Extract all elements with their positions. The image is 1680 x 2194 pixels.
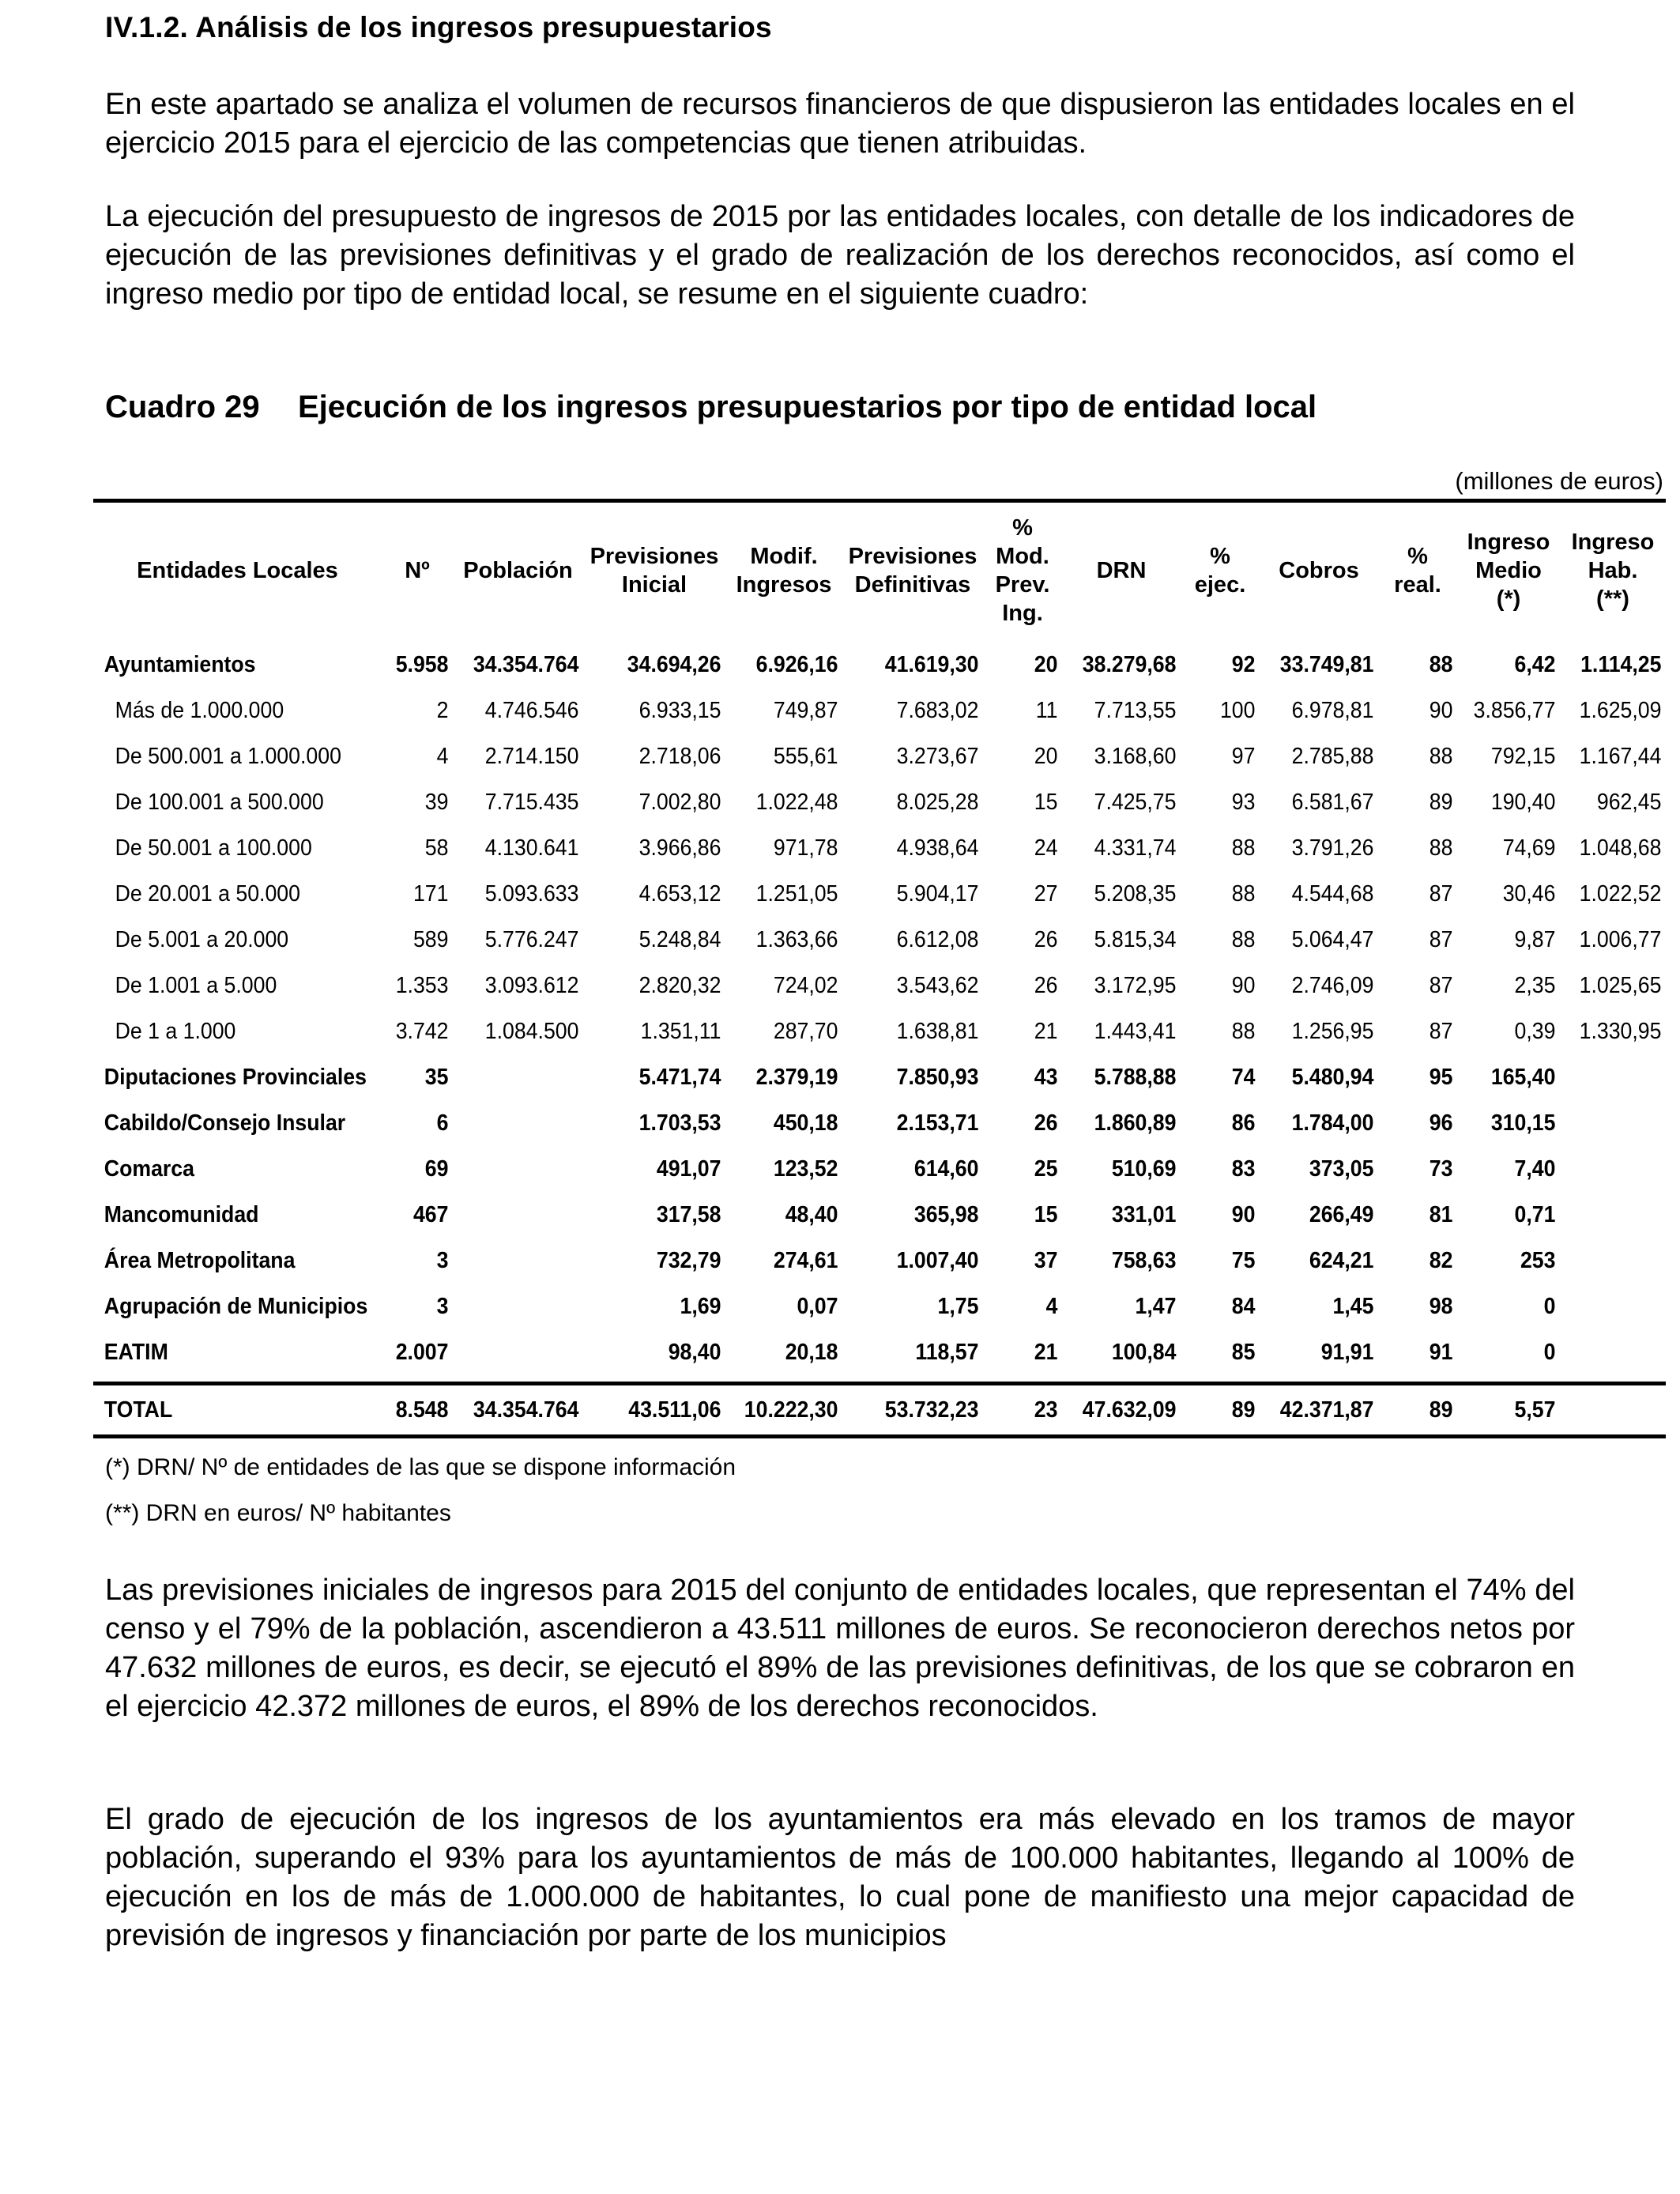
total-cell: 10.222,30 — [735, 1384, 842, 1437]
caption-title: Ejecución de los ingresos presupuestarios por tipo de entidad local — [298, 390, 1317, 424]
table-cell: 5.480,94 — [1291, 1064, 1374, 1090]
table-cell: 1.256,95 — [1291, 1018, 1374, 1044]
table-cell: 20 — [1034, 743, 1058, 769]
table-cell: 792,15 — [1490, 743, 1556, 769]
table-cell: 88 — [1231, 835, 1256, 861]
table-cell: 3.966,86 — [638, 835, 721, 861]
table-cell: 88 — [1231, 926, 1256, 952]
table-cell — [463, 1054, 583, 1100]
table-cell: 4 — [436, 743, 449, 769]
table-row — [93, 733, 1666, 779]
table-cell: 74,69 — [1502, 835, 1556, 861]
table-cell: 266,49 — [1309, 1201, 1374, 1227]
table-cell: 4.653,12 — [638, 880, 721, 907]
table-cell — [1569, 1329, 1666, 1375]
table-cell: 171 — [412, 880, 449, 907]
table-cell: 0,07 — [797, 1293, 838, 1319]
header-pct-ejec: % ejec. — [1181, 501, 1260, 639]
table-cell: 97 — [1231, 743, 1256, 769]
header-drn: DRN — [1062, 501, 1181, 639]
table-cell: 39 — [424, 789, 449, 815]
table-cell: 84 — [1231, 1293, 1256, 1319]
total-cell: 43.511,06 — [594, 1384, 725, 1437]
table-cell: 1,69 — [680, 1293, 721, 1319]
table-cell: 1.007,40 — [896, 1247, 979, 1273]
table-row — [93, 963, 1666, 1008]
table-cell: 0,39 — [1514, 1018, 1556, 1044]
table-cell: 962,45 — [1596, 789, 1662, 815]
table-cell: 34.694,26 — [627, 651, 721, 677]
total-label: TOTAL — [93, 1384, 359, 1437]
table-row — [93, 917, 1666, 963]
header-pct-real: % real. — [1378, 501, 1457, 639]
table-cell: 48,40 — [785, 1201, 838, 1227]
table-cell: 2.714.150 — [484, 743, 579, 769]
income-table — [93, 499, 1666, 1438]
table-notes — [105, 1445, 736, 1536]
table-cell: 9,87 — [1514, 926, 1556, 952]
table-cell: 3 — [436, 1293, 449, 1319]
table-cell: 5.815,34 — [1094, 926, 1177, 952]
table-cell: 7.683,02 — [896, 697, 979, 723]
table-cell: 26 — [1034, 1110, 1058, 1136]
table-cell: 91 — [1429, 1339, 1453, 1365]
table-cell: 1.351,11 — [640, 1018, 721, 1044]
table-cell: 2 — [436, 697, 449, 723]
units-label: (millones de euros) — [1455, 467, 1663, 495]
table-cell: 74 — [1231, 1064, 1256, 1090]
table-cell: 1.114,25 — [1580, 651, 1662, 677]
total-cell: 8.548 — [387, 1384, 453, 1437]
table-row — [93, 1284, 1666, 1329]
table-cell: 1.022,52 — [1579, 880, 1662, 907]
table-cell: 2,35 — [1514, 972, 1556, 998]
table-cell: 467 — [412, 1201, 449, 1227]
table-cell: 253 — [1520, 1247, 1556, 1273]
table-cell: 491,07 — [656, 1155, 721, 1182]
table-cell: 27 — [1034, 880, 1058, 907]
table-cell: 3.093.612 — [484, 972, 579, 998]
table-cell: 1.443,41 — [1094, 1018, 1177, 1044]
header-ingreso-medio: Ingreso Medio (*) — [1457, 501, 1560, 639]
table-cell: 100 — [1219, 697, 1256, 723]
table-cell: 87 — [1429, 1018, 1453, 1044]
total-cell: 89 — [1384, 1384, 1457, 1437]
table-cell: 1,75 — [937, 1293, 979, 1319]
table-row — [93, 688, 1666, 733]
table-cell: 5.208,35 — [1094, 880, 1177, 907]
table-row — [93, 1329, 1666, 1375]
table-cell: 15 — [1034, 789, 1058, 815]
row-label: Mancomunidad — [104, 1201, 259, 1227]
table-cell: 6,42 — [1514, 651, 1556, 677]
table-cell: 15 — [1034, 1201, 1058, 1227]
table-cell: 5.064,47 — [1291, 926, 1374, 952]
table-cell: 21 — [1034, 1018, 1058, 1044]
table-cell: 5.904,17 — [896, 880, 979, 907]
table-cell: 35 — [424, 1064, 449, 1090]
table-cell: 81 — [1429, 1201, 1453, 1227]
table-cell: 2.746,09 — [1291, 972, 1374, 998]
table-cell: 287,70 — [773, 1018, 838, 1044]
table-cell: 85 — [1231, 1339, 1256, 1365]
table-cell: 3.168,60 — [1094, 743, 1177, 769]
table-cell: 87 — [1429, 926, 1453, 952]
table-cell: 5.248,84 — [638, 926, 721, 952]
table-cell: 7.715.435 — [484, 789, 579, 815]
row-label: Diputaciones Provinciales — [104, 1064, 367, 1090]
row-label: Comarca — [104, 1155, 194, 1182]
table-cell: 98,40 — [668, 1339, 721, 1365]
table-row — [93, 1238, 1666, 1284]
header-ingreso-hab: Ingreso Hab. (**) — [1560, 501, 1666, 639]
table-cell: 20,18 — [785, 1339, 838, 1365]
table-cell: 75 — [1231, 1247, 1256, 1273]
table-cell: 87 — [1429, 880, 1453, 907]
table-cell: 373,05 — [1309, 1155, 1374, 1182]
table-cell — [463, 1146, 583, 1192]
header-pct-mod-prev: % Mod. Prev. Ing. — [983, 501, 1062, 639]
table-cell: 3 — [436, 1247, 449, 1273]
table-cell: 73 — [1429, 1155, 1453, 1182]
table-row — [93, 779, 1666, 825]
table-cell: 6 — [436, 1110, 449, 1136]
header-modif-ingresos: Modif. Ingresos — [725, 501, 842, 639]
table-cell — [463, 1284, 583, 1329]
table-cell: 1.167,44 — [1579, 743, 1662, 769]
table-cell: 21 — [1034, 1339, 1058, 1365]
table-cell: 6.926,16 — [755, 651, 838, 677]
table-cell: 118,57 — [915, 1339, 979, 1365]
table-cell: 4 — [1045, 1293, 1058, 1319]
table-cell: 1.022,48 — [755, 789, 838, 815]
table-cell: 624,21 — [1309, 1247, 1374, 1273]
income-table-wrapper — [93, 499, 1666, 1438]
table-cell: 4.746.546 — [484, 697, 579, 723]
table-cell: 83 — [1231, 1155, 1256, 1182]
total-cell — [1569, 1384, 1666, 1437]
table-cell: 8.025,28 — [896, 789, 979, 815]
table-cell: 6.581,67 — [1291, 789, 1374, 815]
table-cell: 4.544,68 — [1291, 880, 1374, 907]
table-row — [93, 1008, 1666, 1054]
table-cell: 190,40 — [1490, 789, 1556, 815]
row-label: De 1 a 1.000 — [115, 1018, 236, 1044]
table-cell — [1569, 1284, 1666, 1329]
table-cell: 1.251,05 — [755, 880, 838, 907]
table-cell: 30,46 — [1502, 880, 1556, 907]
table-cell: 4.938,64 — [896, 835, 979, 861]
table-cell: 1.638,81 — [896, 1018, 979, 1044]
summary-paragraph: La ejecución del presupuesto de ingresos de 2015 por las entidades locales, con detalle de los indicadores de ejecución de las previsiones definitivas y el grado de realización de los derechos reconocidos, así como el ingreso medio por tipo de entidad local, se resume en el siguiente cuadro: — [105, 200, 1575, 311]
table-cell: 1.363,66 — [755, 926, 838, 952]
row-label: De 100.001 a 500.000 — [115, 789, 324, 815]
table-cell: 0,71 — [1514, 1201, 1556, 1227]
table-cell: 58 — [424, 835, 449, 861]
table-cell: 1,47 — [1135, 1293, 1177, 1319]
table-cell — [463, 1100, 583, 1146]
table-cell: 5.471,74 — [638, 1064, 721, 1090]
table-cell: 2.785,88 — [1291, 743, 1374, 769]
table-cell: 88 — [1231, 880, 1256, 907]
table-cell: 1.084.500 — [484, 1018, 579, 1044]
table-cell: 758,63 — [1111, 1247, 1177, 1273]
analysis-paragraph: Las previsiones iniciales de ingresos para 2015 del conjunto de entidades locales, que representan el 74% del censo y el 79% de la población, ascendieron a 43.511 millones de euros. Se reconocieron derechos netos por 47.632 millones de euros, es decir, se ejecutó el 89% de las previsiones definitivas, de los que se cobraron en el ejercicio 42.372 millones de euros, el 89% de los derechos reconocidos. — [105, 1574, 1575, 1723]
table-cell: 90 — [1231, 1201, 1256, 1227]
total-cell: 34.354.764 — [463, 1384, 583, 1437]
table-cell: 90 — [1429, 697, 1453, 723]
table-row — [93, 639, 1666, 688]
row-label: De 20.001 a 50.000 — [115, 880, 300, 907]
table-cell: 25 — [1034, 1155, 1058, 1182]
table-cell: 7,40 — [1514, 1155, 1556, 1182]
table-cell: 7.002,80 — [638, 789, 721, 815]
total-cell: 5,57 — [1465, 1384, 1560, 1437]
table-cell — [1569, 1054, 1666, 1100]
table-cell: 20 — [1034, 651, 1058, 677]
row-label: De 500.001 a 1.000.000 — [115, 743, 341, 769]
header-previsiones-inicial: Previsiones Inicial — [583, 501, 725, 639]
table-cell: 450,18 — [773, 1110, 838, 1136]
table-cell: 100,84 — [1111, 1339, 1177, 1365]
table-cell: 971,78 — [773, 835, 838, 861]
header-entidades: Entidades Locales — [93, 501, 382, 639]
header-poblacion: Población — [453, 501, 583, 639]
table-cell — [1569, 1238, 1666, 1284]
row-label: EATIM — [104, 1339, 168, 1365]
table-cell: 88 — [1429, 651, 1453, 677]
table-row — [93, 1054, 1666, 1100]
table-cell: 92 — [1231, 651, 1256, 677]
table-cell: 331,01 — [1111, 1201, 1177, 1227]
total-cell: 89 — [1187, 1384, 1260, 1437]
table-cell: 98 — [1429, 1293, 1453, 1319]
ayuntamientos-paragraph: El grado de ejecución de los ingresos de los ayuntamientos era más elevado en los tramos de mayor población, superando el 93% para los ayuntamientos de más de 100.000 habitantes, llegando al 100% de ejecución en los de más de 1.000.000 de habitantes, lo cual pone de manifiesto una mejor capacidad de previsión de ingresos y financiación por parte de los municipios — [105, 1803, 1575, 1952]
header-previsiones-definitivas: Previsiones Definitivas — [842, 501, 983, 639]
table-cell: 87 — [1429, 972, 1453, 998]
total-cell: 23 — [989, 1384, 1062, 1437]
table-cell: 0 — [1543, 1339, 1556, 1365]
table-cell: 5.776.247 — [484, 926, 579, 952]
table-cell: 88 — [1429, 743, 1453, 769]
note-ingreso-medio: (*) DRN/ Nº de entidades de las que se dispone información — [105, 1454, 736, 1480]
table-cell: 89 — [1429, 789, 1453, 815]
table-cell: 3.172,95 — [1094, 972, 1177, 998]
table-cell: 6.612,08 — [896, 926, 979, 952]
header-cobros: Cobros — [1260, 501, 1378, 639]
table-cell: 614,60 — [913, 1155, 979, 1182]
table-cell: 41.619,30 — [884, 651, 979, 677]
table-cell: 1.784,00 — [1291, 1110, 1374, 1136]
table-cell: 1.006,77 — [1579, 926, 1662, 952]
header-numero: Nº — [382, 501, 453, 639]
row-label: Agrupación de Municipios — [104, 1293, 368, 1319]
table-cell: 4.130.641 — [484, 835, 579, 861]
table-cell: 3.791,26 — [1291, 835, 1374, 861]
table-row — [93, 1192, 1666, 1238]
total-cell: 47.632,09 — [1072, 1384, 1181, 1437]
table-cell: 3.273,67 — [896, 743, 979, 769]
table-cell: 555,61 — [773, 743, 838, 769]
table-cell: 274,61 — [773, 1247, 838, 1273]
table-cell: 510,69 — [1111, 1155, 1177, 1182]
table-cell: 1.025,65 — [1579, 972, 1662, 998]
table-cell: 4.331,74 — [1094, 835, 1177, 861]
section-title: IV.1.2. Análisis de los ingresos presupuestarios — [105, 11, 772, 43]
row-label: De 5.001 a 20.000 — [115, 926, 289, 952]
total-row — [93, 1384, 1666, 1437]
table-cell: 95 — [1429, 1064, 1453, 1090]
table-cell: 1.860,89 — [1094, 1110, 1177, 1136]
row-label: Cabildo/Consejo Insular — [104, 1110, 346, 1136]
table-cell: 123,52 — [773, 1155, 838, 1182]
row-label: Ayuntamientos — [104, 651, 256, 677]
row-label: Más de 1.000.000 — [115, 697, 284, 723]
table-cell: 88 — [1231, 1018, 1256, 1044]
table-cell: 11 — [1035, 697, 1058, 723]
table-cell: 43 — [1034, 1064, 1058, 1090]
table-cell: 5.093.633 — [484, 880, 579, 907]
table-row — [93, 871, 1666, 917]
table-cell: 1.703,53 — [638, 1110, 721, 1136]
table-cell: 317,58 — [656, 1201, 721, 1227]
table-cell: 365,98 — [913, 1201, 979, 1227]
note-ingreso-hab: (**) DRN en euros/ Nº habitantes — [105, 1500, 451, 1526]
table-cell: 310,15 — [1490, 1110, 1556, 1136]
table-row — [93, 825, 1666, 871]
table-cell: 93 — [1231, 789, 1256, 815]
table-cell: 7.425,75 — [1094, 789, 1177, 815]
table-cell: 26 — [1034, 926, 1058, 952]
table-cell: 5.788,88 — [1094, 1064, 1177, 1090]
total-cell: 42.371,87 — [1269, 1384, 1378, 1437]
table-cell: 6.933,15 — [638, 697, 721, 723]
table-cell: 5.958 — [395, 651, 449, 677]
table-cell: 69 — [424, 1155, 449, 1182]
table-row — [93, 1100, 1666, 1146]
table-cell: 1.330,95 — [1579, 1018, 1662, 1044]
table-cell: 38.279,68 — [1082, 651, 1177, 677]
intro-paragraph: En este apartado se analiza el volumen de recursos financieros de que dispusieron las entidades locales en el ejercicio 2015 para el ejercicio de las competencias que tienen atribuidas. — [105, 88, 1575, 160]
row-label: De 50.001 a 100.000 — [115, 835, 312, 861]
table-cell: 0 — [1543, 1293, 1556, 1319]
table-cell: 2.007 — [395, 1339, 449, 1365]
table-cell: 6.978,81 — [1291, 697, 1374, 723]
table-cell: 1,45 — [1332, 1293, 1374, 1319]
table-cell: 34.354.764 — [473, 651, 579, 677]
table-cell: 33.749,81 — [1279, 651, 1374, 677]
table-cell: 2.153,71 — [896, 1110, 979, 1136]
table-header-row — [93, 501, 1666, 639]
table-cell: 24 — [1034, 835, 1058, 861]
table-cell — [1569, 1100, 1666, 1146]
table-cell: 91,91 — [1320, 1339, 1374, 1365]
table-cell — [463, 1329, 583, 1375]
total-cell: 53.732,23 — [853, 1384, 983, 1437]
row-label: De 1.001 a 5.000 — [115, 972, 277, 998]
table-cell: 1.353 — [395, 972, 449, 998]
table-cell: 7.850,93 — [896, 1064, 979, 1090]
table-cell: 96 — [1429, 1110, 1453, 1136]
table-cell: 37 — [1034, 1247, 1058, 1273]
table-row — [93, 1146, 1666, 1192]
table-cell: 82 — [1429, 1247, 1453, 1273]
table-cell: 165,40 — [1490, 1064, 1556, 1090]
row-label: Área Metropolitana — [104, 1247, 296, 1273]
table-cell: 2.379,19 — [755, 1064, 838, 1090]
table-cell — [1569, 1192, 1666, 1238]
table-cell: 7.713,55 — [1094, 697, 1177, 723]
table-cell: 1.048,68 — [1579, 835, 1662, 861]
table-cell: 26 — [1034, 972, 1058, 998]
table-cell: 749,87 — [773, 697, 838, 723]
caption-number: Cuadro 29 — [105, 390, 260, 424]
table-cell — [463, 1192, 583, 1238]
table-cell — [1569, 1146, 1666, 1192]
table-caption — [105, 390, 1317, 425]
table-cell: 589 — [412, 926, 449, 952]
table-cell: 732,79 — [656, 1247, 721, 1273]
table-cell: 86 — [1231, 1110, 1256, 1136]
table-cell: 724,02 — [773, 972, 838, 998]
table-body — [93, 639, 1666, 1375]
table-cell: 3.543,62 — [896, 972, 979, 998]
table-cell: 2.820,32 — [638, 972, 721, 998]
table-cell: 2.718,06 — [638, 743, 721, 769]
table-cell: 90 — [1231, 972, 1256, 998]
table-cell: 3.856,77 — [1473, 697, 1556, 723]
table-cell: 88 — [1429, 835, 1453, 861]
table-cell — [463, 1238, 583, 1284]
table-cell: 1.625,09 — [1579, 697, 1662, 723]
table-cell: 3.742 — [395, 1018, 449, 1044]
